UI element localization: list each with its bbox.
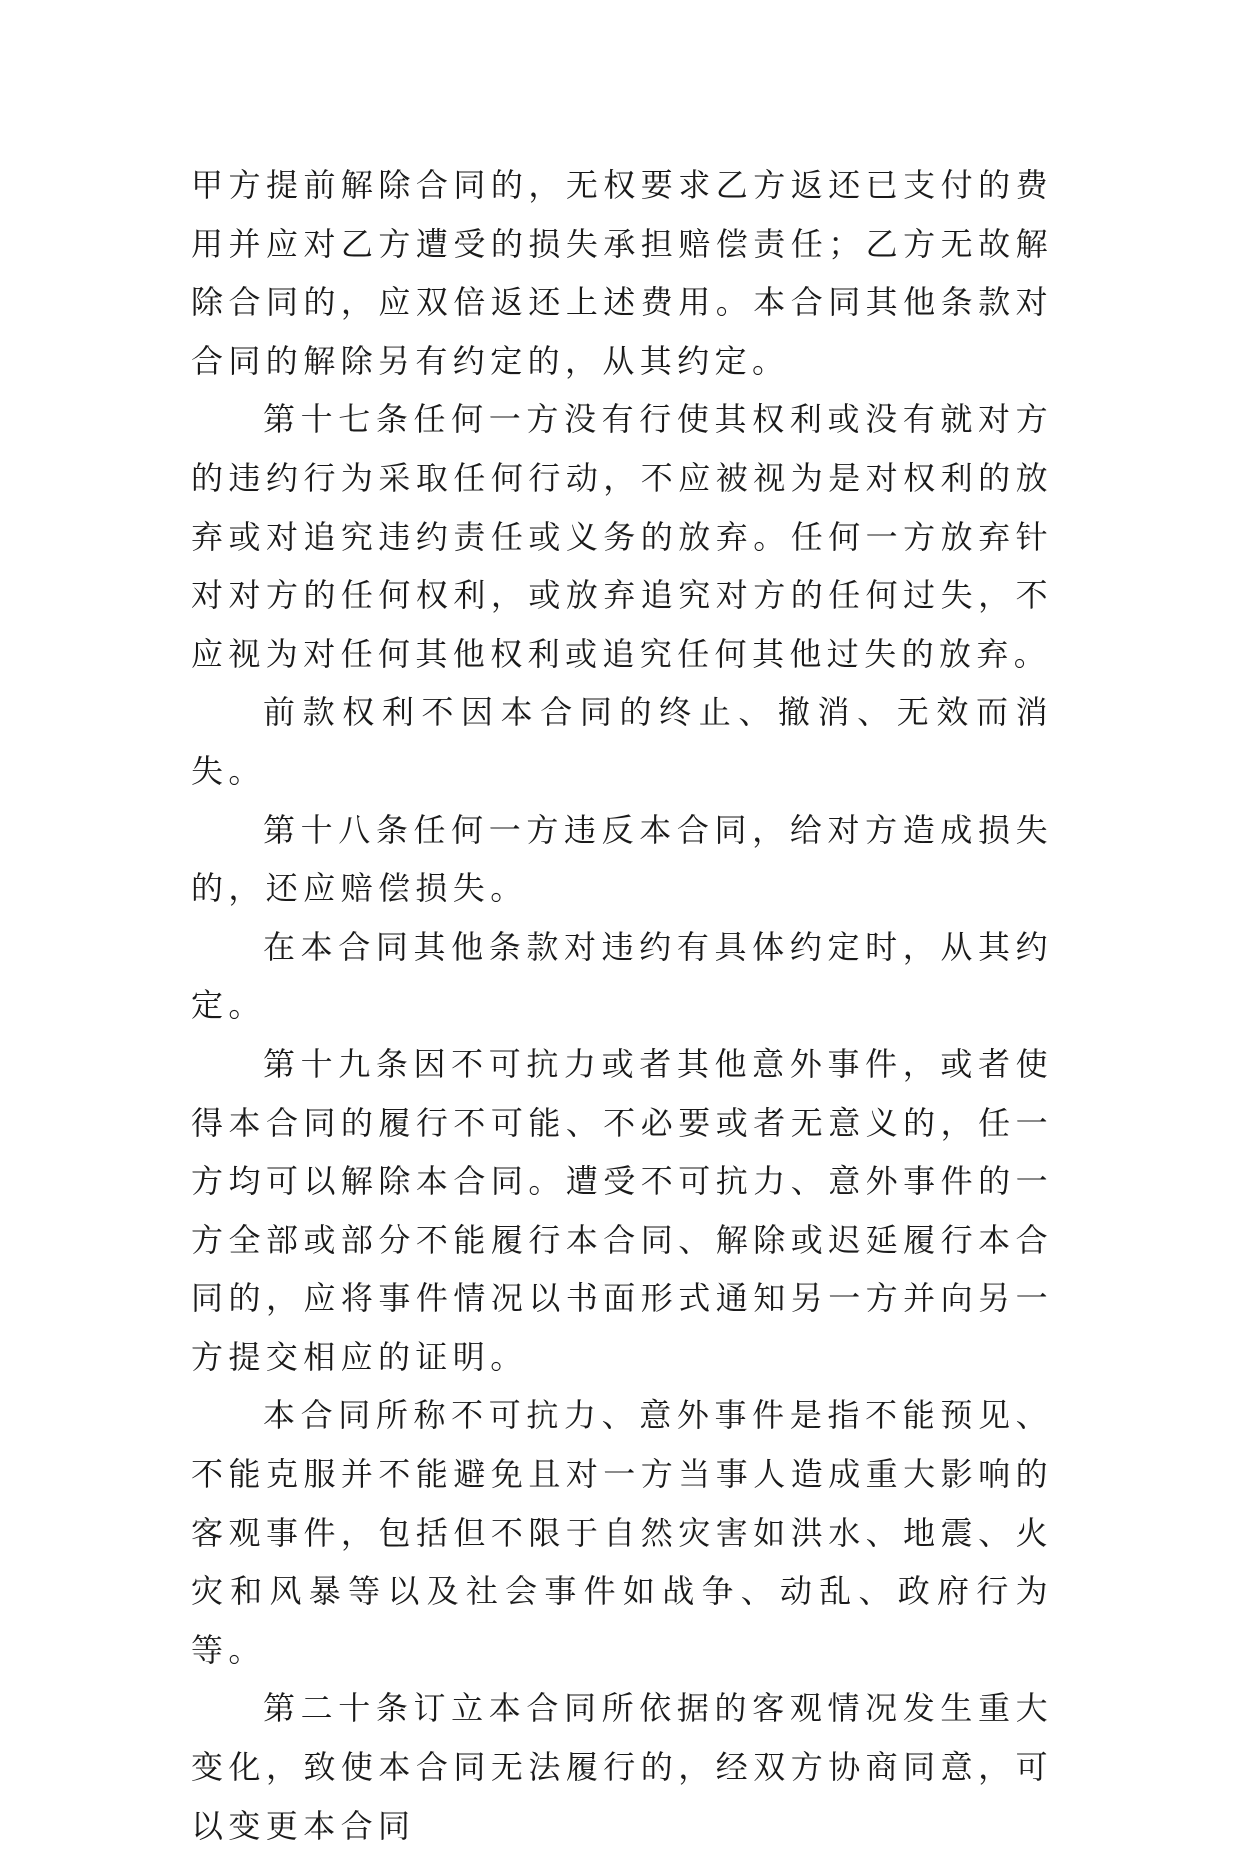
paragraph-article-18: 第十八条任何一方违反本合同，给对方造成损失的，还应赔偿损失。 [191,810,1053,908]
paragraph-article-20: 第二十条订立本合同所依据的客观情况发生重大变化，致使本合同无法履行的，经双方协商同意，可以变更本合同 [191,1689,1053,1845]
paragraph-other-terms: 在本合同其他条款对违约有具体约定时，从其约定。 [191,927,1053,1025]
document-body [191,156,1053,1855]
paragraph-rights-survival: 前款权利不因本合同的终止、撤消、无效而消失。 [191,693,1053,790]
paragraph-article-17: 第十七条任何一方没有行使其权利或没有就对方的违约行为采取任何行动，不应被视为是对权利的放弃或对追究违约责任或义务的放弃。任何一方放弃针对对方的任何权利，或放弃追究对方的任何过失，不应视为对任何其他权利或追究任何其他过失的放弃。 [191,400,1053,673]
paragraph-termination: 甲方提前解除合同的，无权要求乙方返还已支付的费用并应对乙方遭受的损失承担赔偿责任；乙方无故解除合同的，应双倍返还上述费用。本合同其他条款对合同的解除另有约定的，从其约定。 [191,166,1053,380]
paragraph-force-majeure-definition: 本合同所称不可抗力、意外事件是指不能预见、不能克服并不能避免且对一方当事人造成重大影响的客观事件，包括但不限于自然灾害如洪水、地震、火灾和风暴等以及社会事件如战争、动乱、政府行为等。 [191,1396,1053,1669]
paragraph-article-19: 第十九条因不可抗力或者其他意外事件，或者使得本合同的履行不可能、不必要或者无意义的，任一方均可以解除本合同。遭受不可抗力、意外事件的一方全部或部分不能履行本合同、解除或迟延履行本合同的，应将事件情况以书面形式通知另一方并向另一方提交相应的证明。 [191,1044,1053,1376]
